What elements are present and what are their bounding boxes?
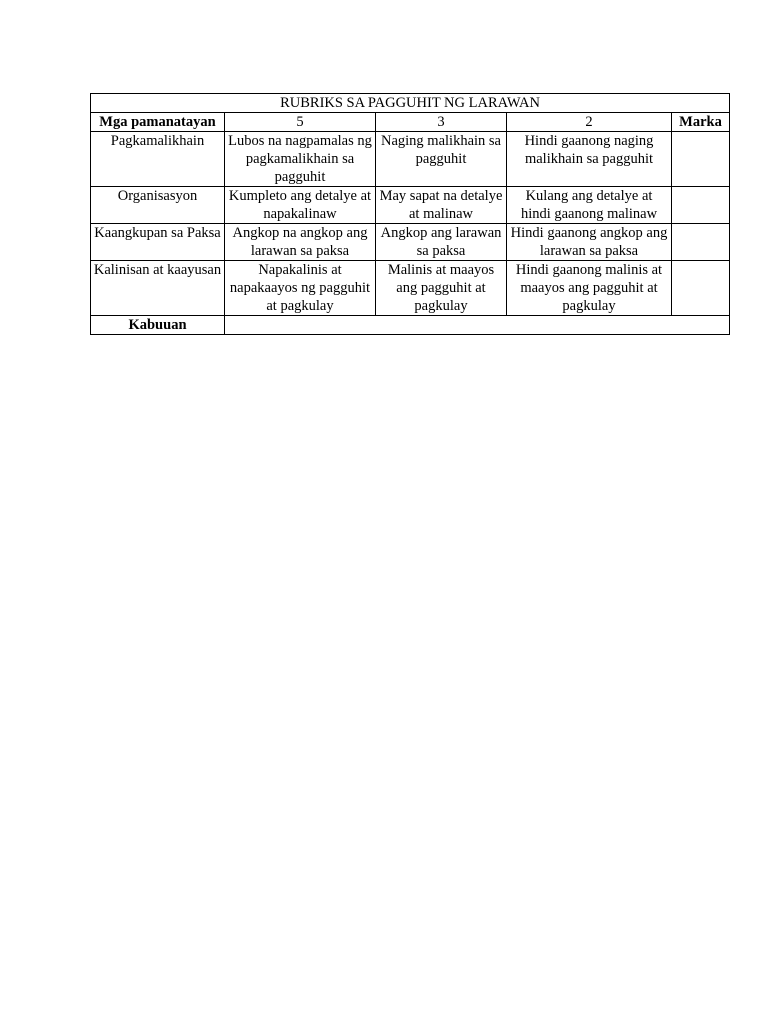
row-score-5: Napakalinis at napakaayos ng pagguhit at pagkulay xyxy=(225,261,376,316)
table-row xyxy=(91,261,730,316)
row-score-2: Hindi gaanong malinis at maayos ang pagguhit at pagkulay xyxy=(507,261,672,316)
row-marka[interactable] xyxy=(672,261,730,316)
total-value[interactable] xyxy=(225,316,730,335)
row-score-5: Angkop na angkop ang larawan sa paksa xyxy=(225,224,376,261)
header-score-2: 2 xyxy=(507,113,672,132)
row-score-3: Malinis at maayos ang pagguhit at pagkulay xyxy=(376,261,507,316)
row-score-5: Kumpleto ang detalye at napakalinaw xyxy=(225,187,376,224)
row-marka[interactable] xyxy=(672,132,730,187)
table-title: RUBRIKS SA PAGGUHIT NG LARAWAN xyxy=(91,94,730,113)
header-criteria: Mga pamanatayan xyxy=(91,113,225,132)
table-row xyxy=(91,132,730,187)
row-marka[interactable] xyxy=(672,187,730,224)
header-score-5: 5 xyxy=(225,113,376,132)
total-row xyxy=(91,316,730,335)
header-score-3: 3 xyxy=(376,113,507,132)
row-criteria: Organisasyon xyxy=(91,187,225,224)
row-score-3: Naging malikhain sa pagguhit xyxy=(376,132,507,187)
row-score-2: Hindi gaanong angkop ang larawan sa paksa xyxy=(507,224,672,261)
row-criteria: Kaangkupan sa Paksa xyxy=(91,224,225,261)
row-score-2: Hindi gaanong naging malikhain sa pagguhit xyxy=(507,132,672,187)
table-row xyxy=(91,187,730,224)
row-marka[interactable] xyxy=(672,224,730,261)
table-row xyxy=(91,224,730,261)
row-criteria: Kalinisan at kaayusan xyxy=(91,261,225,316)
row-score-5: Lubos na nagpamalas ng pagkamalikhain sa pagguhit xyxy=(225,132,376,187)
total-label: Kabuuan xyxy=(91,316,225,335)
header-row xyxy=(91,113,730,132)
title-row xyxy=(91,94,730,113)
row-criteria: Pagkamalikhain xyxy=(91,132,225,187)
rubric-table xyxy=(90,93,730,335)
header-marka: Marka xyxy=(672,113,730,132)
row-score-3: May sapat na detalye at malinaw xyxy=(376,187,507,224)
row-score-2: Kulang ang detalye at hindi gaanong malinaw xyxy=(507,187,672,224)
row-score-3: Angkop ang larawan sa paksa xyxy=(376,224,507,261)
